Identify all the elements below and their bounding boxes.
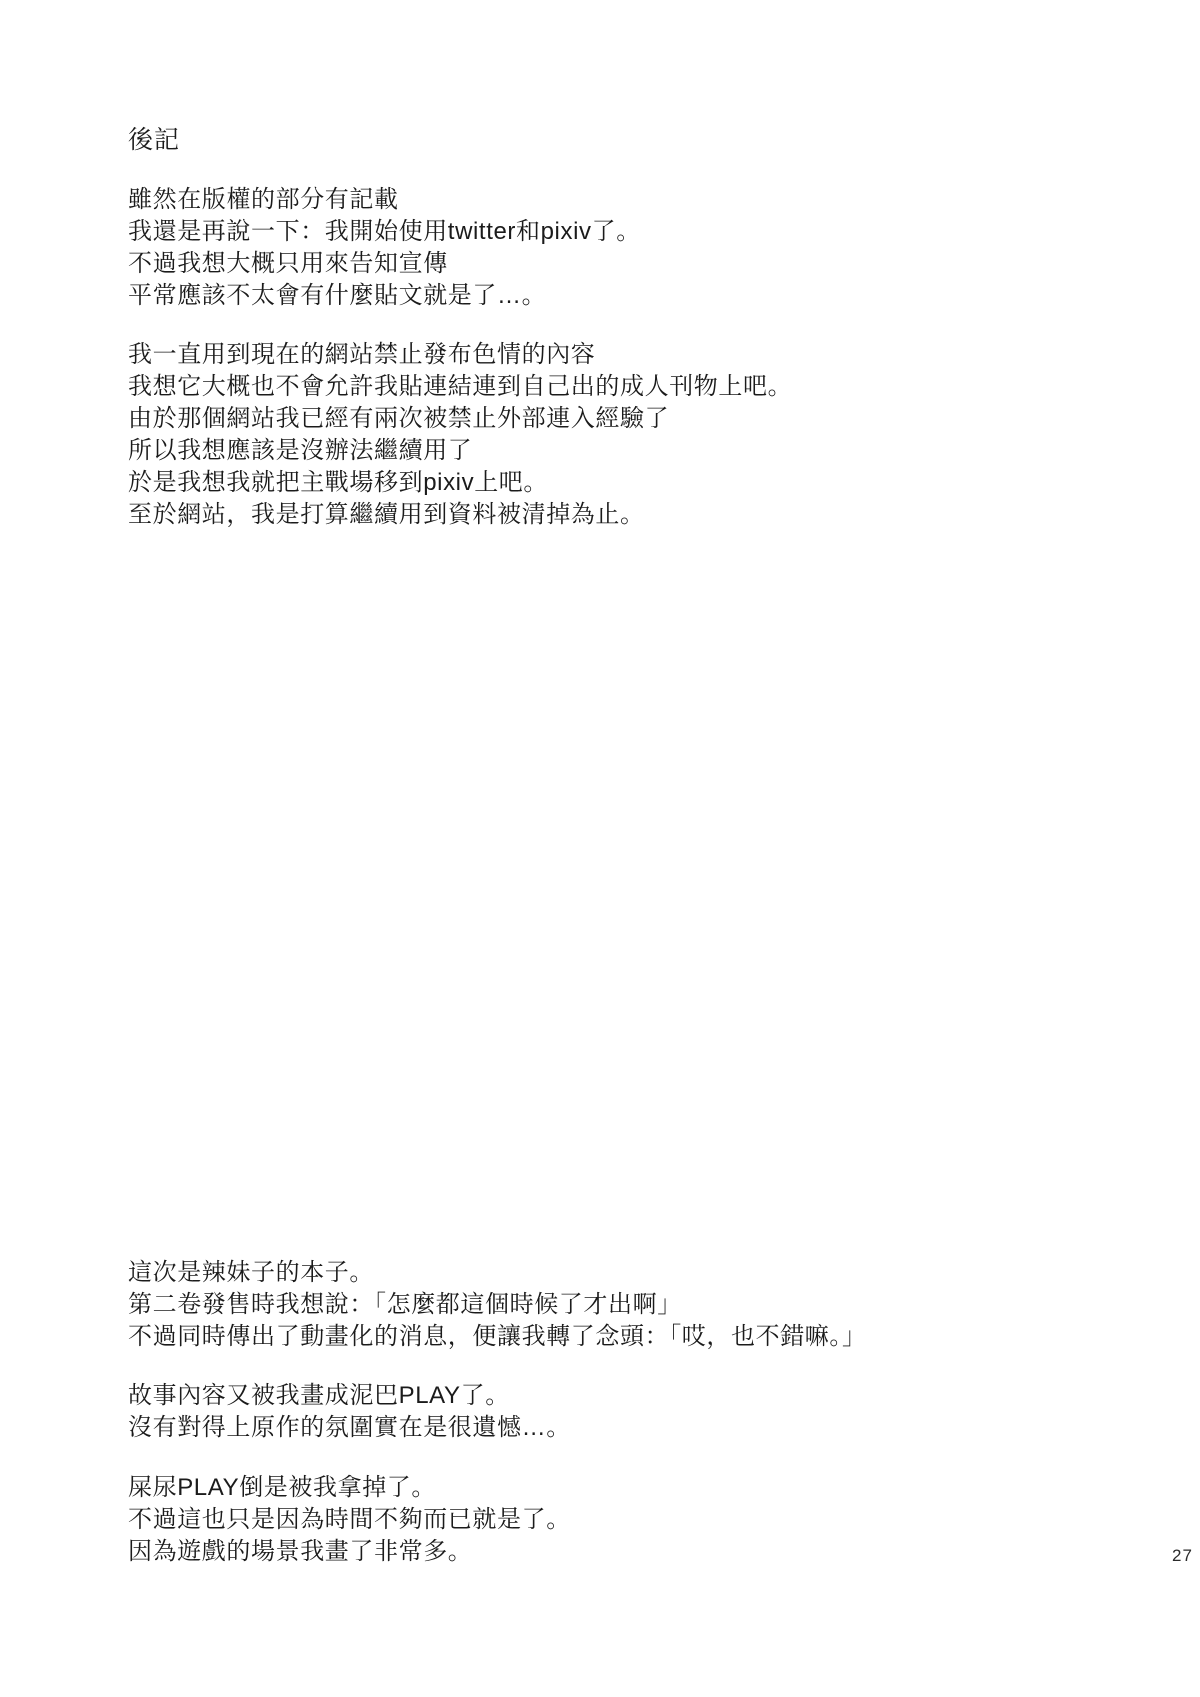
text-line: 不過我想大概只用來告知宣傳 — [128, 250, 448, 277]
text-line: 所以我想應該是沒辦法繼續用了 — [128, 437, 473, 464]
text-line: 不過這也只是因為時間不夠而已就是了。 — [128, 1506, 571, 1533]
text-line: 我想它大概也不會允許我貼連結連到自己出的成人刊物上吧。 — [128, 373, 793, 400]
text-line: 雖然在版權的部分有記載 — [128, 186, 399, 213]
text-line: 第二卷發售時我想說：「怎麼都這個時候了才出啊」 — [128, 1291, 682, 1318]
text-line: 沒有對得上原作的氛圍實在是很遺憾…。 — [128, 1414, 571, 1441]
text-line: 這次是辣妹子的本子。 — [128, 1259, 374, 1286]
text-line: 至於網站，我是打算繼續用到資料被清掉為止。 — [128, 501, 645, 528]
text-line: 因為遊戲的場景我畫了非常多。 — [128, 1538, 473, 1565]
text-line: 不過同時傳出了動畫化的消息，便讓我轉了念頭：「哎，也不錯嘛。」 — [128, 1323, 867, 1350]
page-title: 後記 — [128, 126, 181, 154]
paragraph-website — [128, 339, 792, 531]
paragraph-book — [128, 1257, 867, 1353]
text-line: 於是我想我就把主戰場移到pixiv上吧。 — [128, 469, 549, 496]
paragraph-intro — [128, 184, 641, 312]
text-line: 我一直用到現在的網站禁止發布色情的內容 — [128, 341, 596, 368]
text-line: 我還是再說一下：我開始使用twitter和pixiv了。 — [128, 218, 641, 245]
paragraph-closing — [128, 1472, 571, 1568]
page-number: 27 — [1172, 1546, 1193, 1565]
text-line: 由於那個網站我已經有兩次被禁止外部連入經驗了 — [128, 405, 670, 432]
text-line: 屎尿PLAY倒是被我拿掉了。 — [128, 1474, 436, 1501]
text-line: 平常應該不太會有什麼貼文就是了…。 — [128, 282, 547, 309]
text-line: 故事內容又被我畫成泥巴PLAY了。 — [128, 1382, 510, 1409]
paragraph-story — [128, 1380, 571, 1444]
